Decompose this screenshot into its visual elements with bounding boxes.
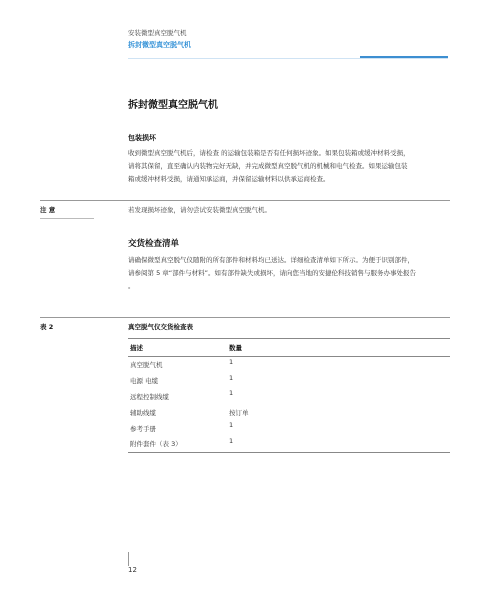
checklist-heading: 交货检查清单 <box>128 239 180 249</box>
table-cell-quantity: 按订单 <box>229 408 249 417</box>
running-header-section: 安装微型真空脱气机 <box>128 29 187 37</box>
checklist-paragraph <box>128 254 450 294</box>
note-label: 注 意 <box>40 206 56 214</box>
table-row <box>128 373 450 389</box>
header-divider <box>128 58 448 59</box>
table-cell-description: 电源 电缆 <box>130 377 159 386</box>
table-cell-quantity: 1 <box>229 373 234 382</box>
checklist-line: 请确保微型真空脱气仪随附的所有部件和材料均已送达。详细检查清单如下所示。为便于识别部件， <box>128 256 414 264</box>
table-cell-quantity: 1 <box>229 421 234 430</box>
table-label: 表 2 <box>40 323 54 331</box>
damage-line: 收到微型真空脱气机后，请检查 的运输包装箱是否有任何损坏迹象。如果包装箱或缓冲材料受损， <box>128 149 410 157</box>
damage-line: 请将其保留，直至确认内装物完好无缺，并完成微型真空脱气机的机械和电气检查。如果运输包装 <box>128 162 408 171</box>
damage-paragraph <box>128 147 450 187</box>
table-title: 真空脱气仪交货检查表 <box>128 323 193 331</box>
checklist-line: 。 <box>128 282 135 291</box>
footer-divider <box>128 552 129 566</box>
table-cell-description: 附件套件（表 3） <box>130 440 182 449</box>
page-title: 拆封微型真空脱气机 <box>128 100 218 111</box>
note-text: 若发现损坏迹象，请勿尝试安装微型真空脱气机。 <box>128 206 271 214</box>
table-header-row <box>128 338 450 357</box>
damage-line: 箱或缓冲材料受损，请通知承运商，并保留运输材料以供承运商检查。 <box>128 175 330 184</box>
table-cell-description: 远程控制线缆 <box>130 392 169 401</box>
table-cell-quantity: 1 <box>229 389 234 398</box>
note-divider <box>40 200 450 201</box>
table-row <box>128 436 450 453</box>
table-cell-quantity: 1 <box>229 436 234 445</box>
table-cell-quantity: 1 <box>229 357 234 366</box>
damage-heading: 包装损坏 <box>128 134 156 142</box>
table-row <box>128 404 450 420</box>
table-cell-description: 真空脱气机 <box>130 361 163 370</box>
table-row <box>128 389 450 405</box>
table-cell-description: 辅助线缆 <box>130 408 156 417</box>
column-header-description: 描述 <box>130 344 143 352</box>
table-cell-description: 参考手册 <box>130 424 156 433</box>
checklist-table <box>128 338 450 453</box>
note-underline <box>40 218 94 219</box>
checklist-line: 请参阅第 5 章“部件与材料”。如有部件缺失或损坏，请向您当地的安捷伦科技销售与服务办事处报告 <box>128 269 417 278</box>
running-header-current: 拆封微型真空脱气机 <box>128 41 191 49</box>
table-divider <box>40 317 450 318</box>
table-row <box>128 420 450 436</box>
table-row <box>128 357 450 373</box>
column-header-quantity: 数量 <box>229 344 242 352</box>
header-accent-bar <box>360 56 448 58</box>
page-number: 12 <box>128 566 137 574</box>
